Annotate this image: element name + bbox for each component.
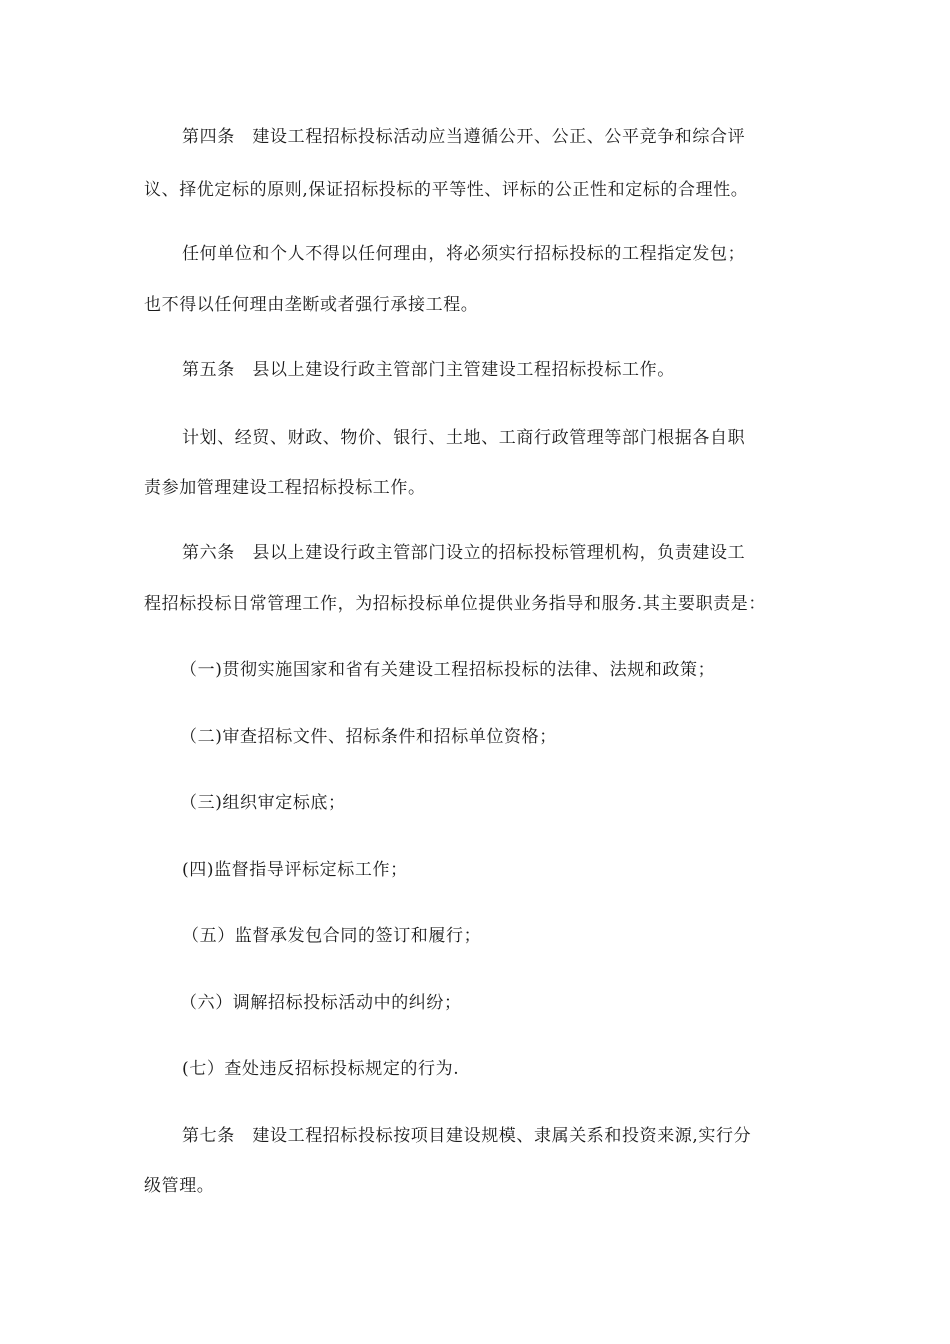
article-5-para-2-line-1: 计划、经贸、财政、物价、银行、土地、工商行政管理等部门根据各自职 — [182, 428, 746, 448]
duty-item-7: (七）查处违反招标投标规定的行为. — [182, 1059, 460, 1079]
article-4-para-2-line-2: 也不得以任何理由垄断或者强行承接工程。 — [144, 295, 479, 315]
article-4-line-1: 第四条 建设工程招标投标活动应当遵循公开、公正、公平竞争和综合评 — [182, 127, 746, 147]
duty-item-3: （三)组织审定标底； — [180, 793, 346, 813]
article-6-line-2: 程招标投标日常管理工作，为招标投标单位提供业务指导和服务.其主要职责是： — [144, 594, 767, 614]
article-5-line-1: 第五条 县以上建设行政主管部门主管建设工程招标投标工作。 — [182, 360, 675, 380]
duty-item-6: （六）调解招标投标活动中的纠纷； — [180, 993, 462, 1013]
article-4-para-2-line-1: 任何单位和个人不得以任何理由，将必须实行招标投标的工程指定发包； — [182, 244, 746, 264]
duty-item-1: （一)贯彻实施国家和省有关建设工程招标投标的法律、法规和政策； — [180, 660, 716, 680]
article-4-line-2: 议、择优定标的原则,保证招标投标的平等性、评标的公正性和定标的合理性。 — [144, 180, 749, 200]
duty-item-2: （二)审查招标文件、招标条件和招标单位资格； — [180, 727, 557, 747]
article-7-line-1: 第七条 建设工程招标投标按项目建设规模、隶属关系和投资来源,实行分 — [182, 1126, 752, 1146]
article-5-para-2-line-2: 责参加管理建设工程招标投标工作。 — [144, 478, 426, 498]
duty-item-4: (四)监督指导评标定标工作； — [182, 860, 408, 880]
article-7-line-2: 级管理。 — [144, 1176, 215, 1196]
article-6-line-1: 第六条 县以上建设行政主管部门设立的招标投标管理机构，负责建设工 — [182, 543, 746, 563]
duty-item-5: （五）监督承发包合同的签订和履行； — [182, 926, 482, 946]
